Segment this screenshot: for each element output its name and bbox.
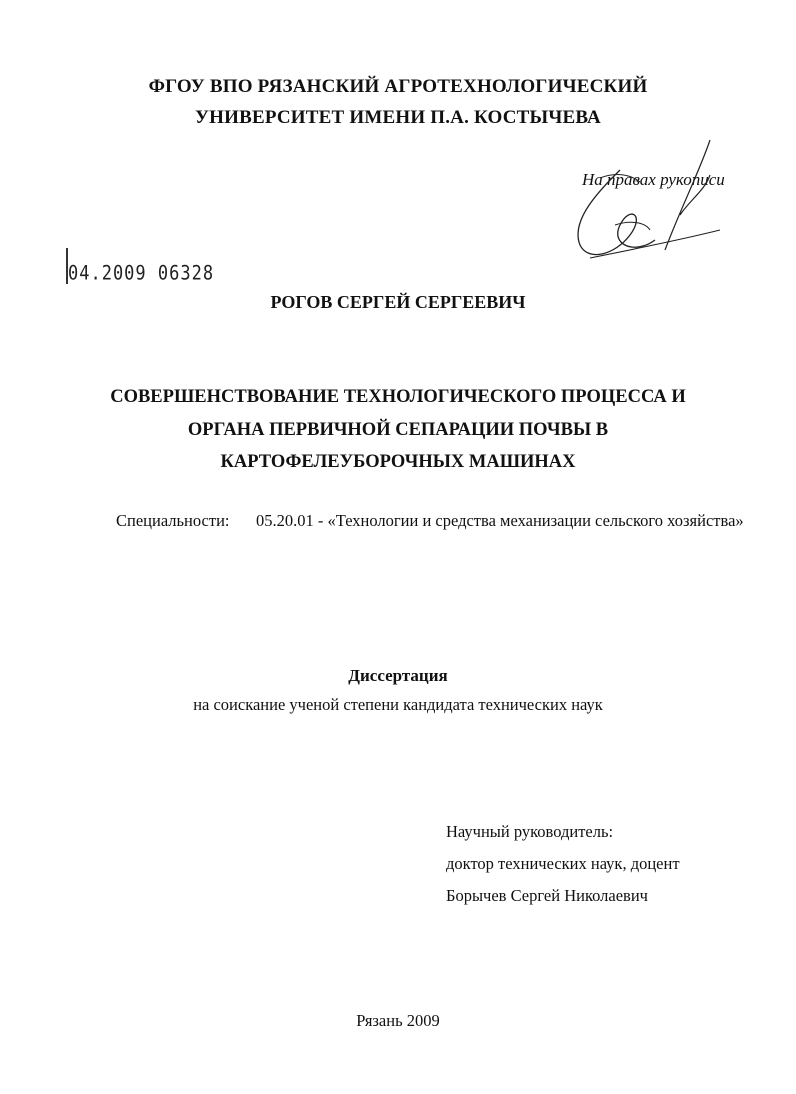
author-name: РОГОВ СЕРГЕЙ СЕРГЕЕВИЧ <box>270 292 526 312</box>
title-line-2: ОРГАНА ПЕРВИЧНОЙ СЕПАРАЦИИ ПОЧВЫ В <box>187 420 609 440</box>
university-line-2: УНИВЕРСИТЕТ ИМЕНИ П.А. КОСТЫЧЕВА <box>195 107 601 128</box>
specialty-value: 05.20.01 - «Технологии и средства механизации сельского хозяйства» <box>256 511 744 530</box>
signature-stroke-4 <box>600 175 640 182</box>
signature-stroke-1 <box>578 170 655 255</box>
supervisor-rank: доктор технических наук, доцент <box>446 854 680 873</box>
supervisor-name: Борычев Сергей Николаевич <box>446 886 648 905</box>
title-line-1: СОВЕРШЕНСТВОВАНИЕ ТЕХНОЛОГИЧЕСКОГО ПРОЦЕССА И <box>110 387 686 407</box>
title-line-3: КАРТОФЕЛЕУБОРОЧНЫХ МАШИНАХ <box>220 452 576 472</box>
supervisor-label: Научный руководитель: <box>446 822 614 841</box>
work-type: Диссертация <box>348 666 448 685</box>
university-line-1: ФГОУ ВПО РЯЗАНСКИЙ АГРОТЕХНОЛОГИЧЕСКИЙ <box>148 76 648 97</box>
signature-image <box>560 130 750 270</box>
degree-text: на соискание ученой степени кандидата технических наук <box>193 695 603 714</box>
manuscript-note: На правах рукописи <box>582 170 725 189</box>
specialty-label: Специальности: <box>116 511 230 530</box>
city-year: Рязань 2009 <box>356 1011 440 1030</box>
archive-stamp-number: 04.2009 06328 <box>68 262 215 285</box>
